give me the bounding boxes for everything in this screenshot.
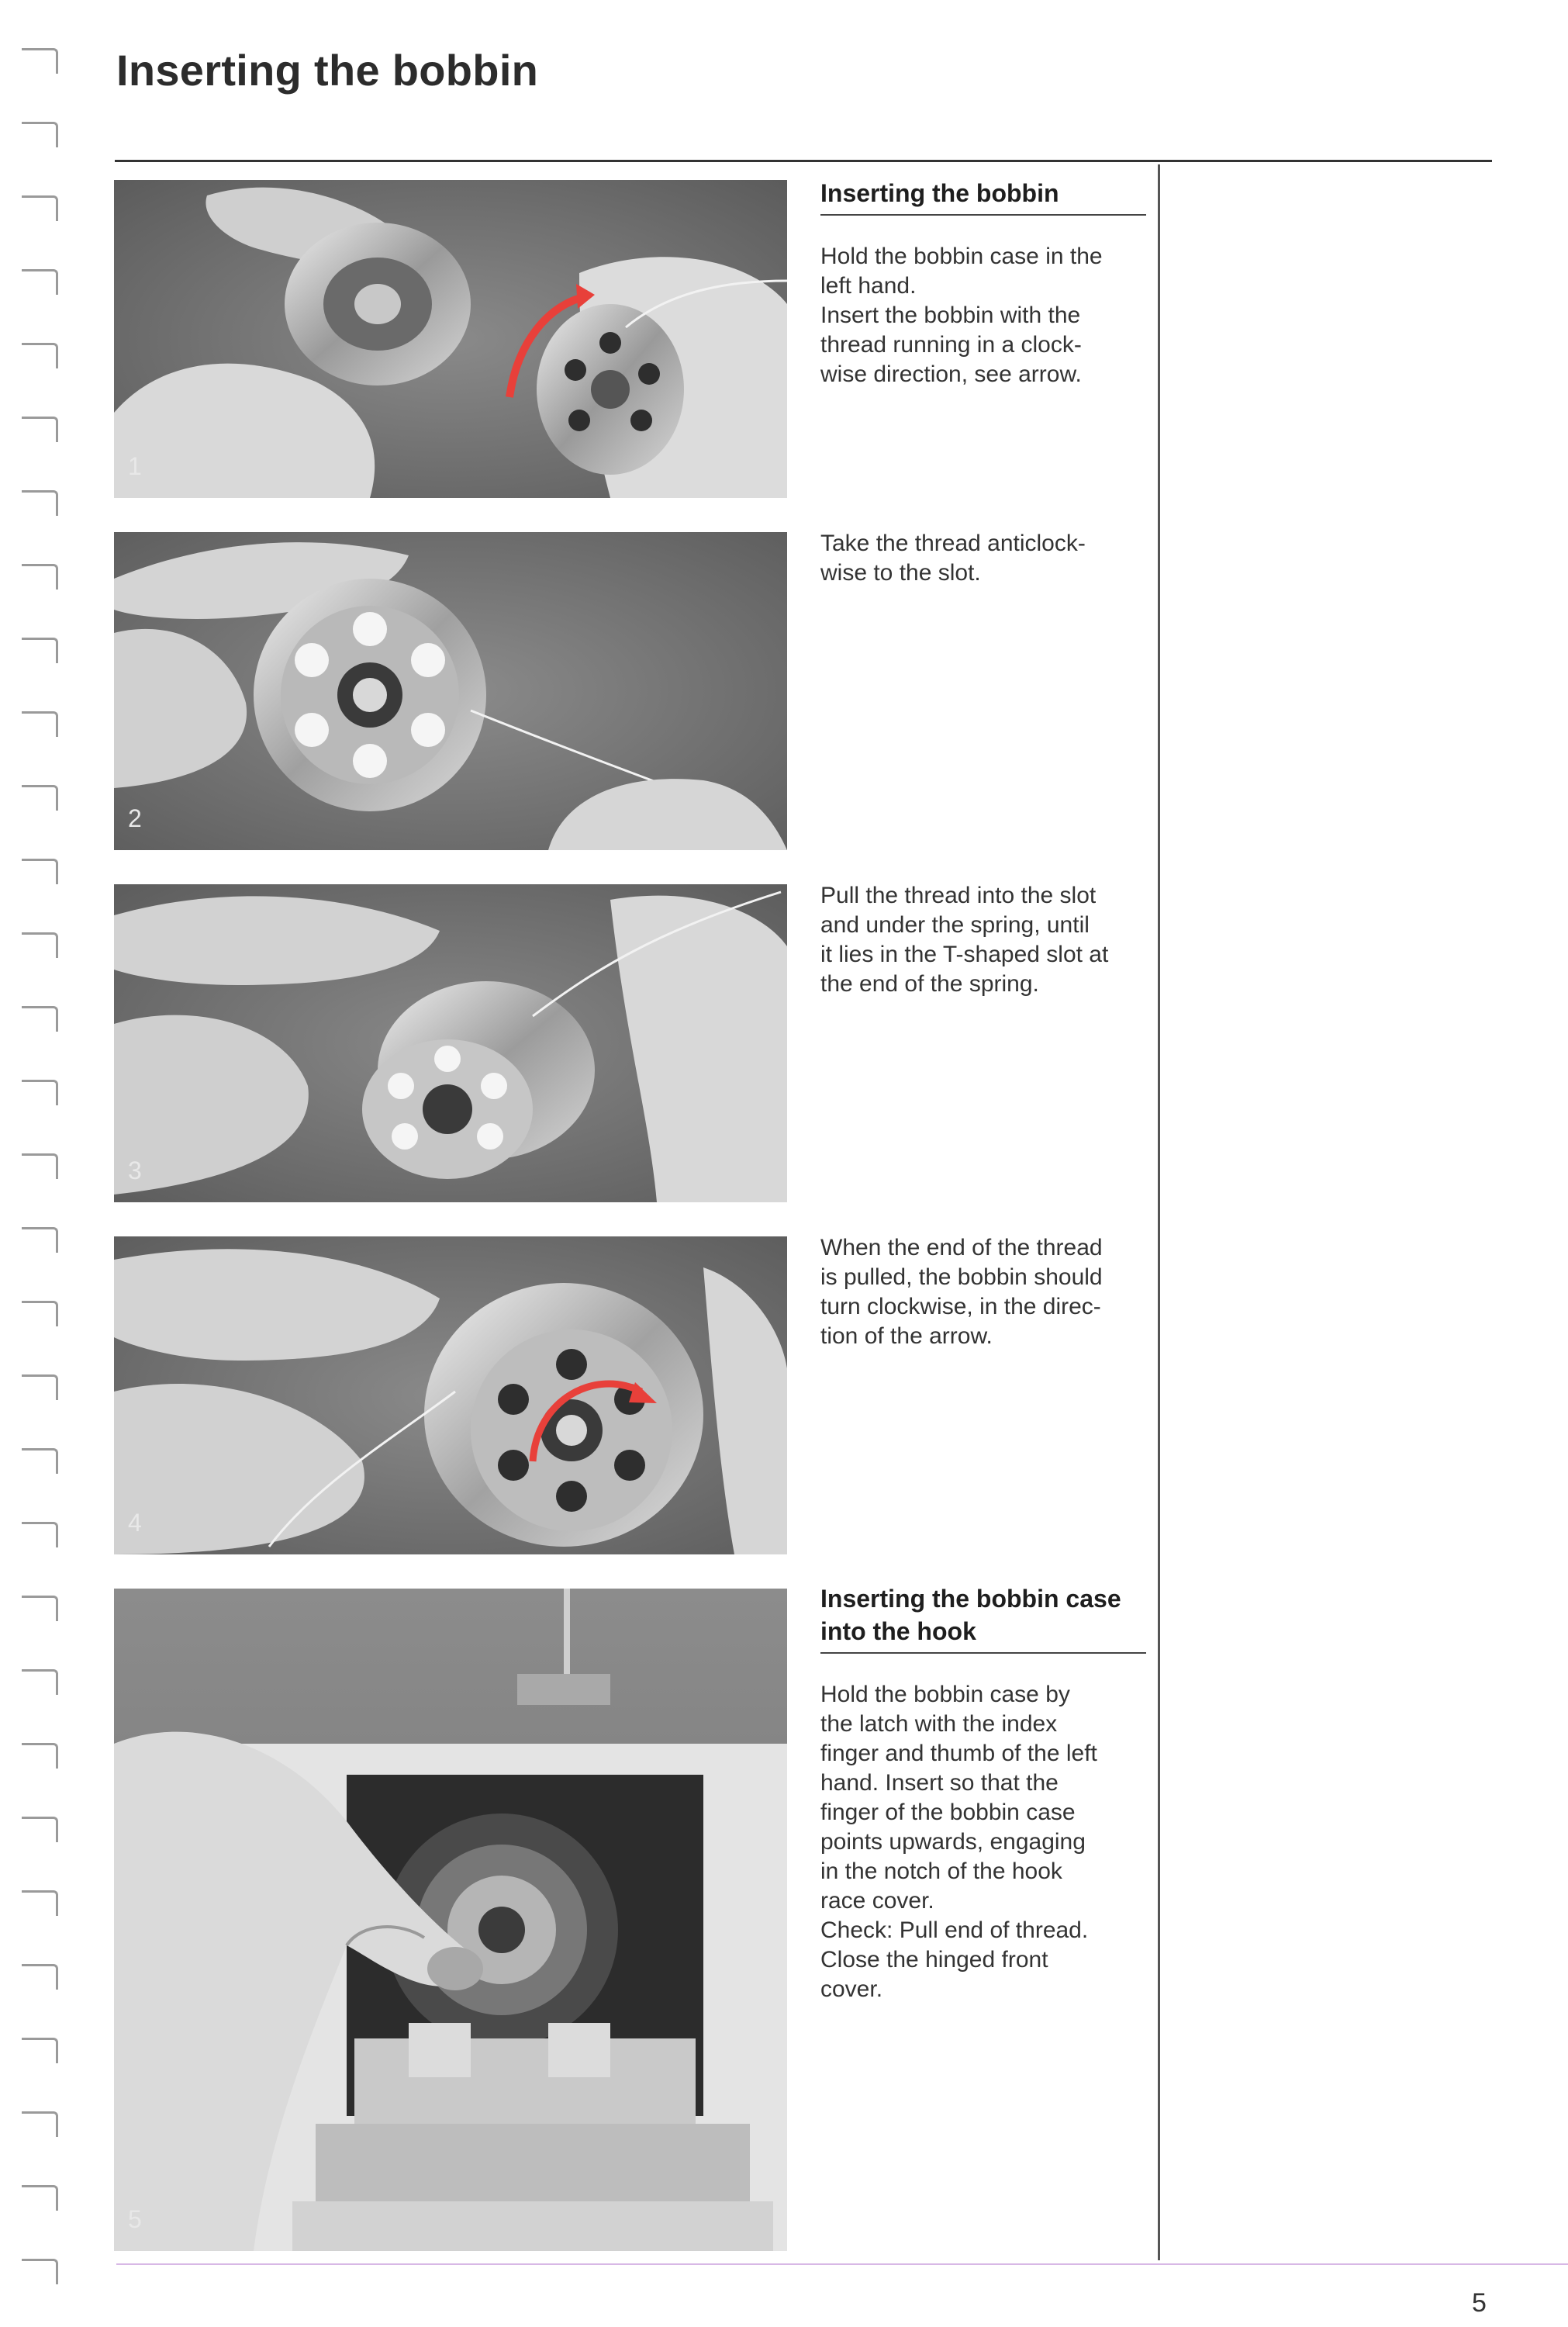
instruction-line: turn clockwise, in the direc- [820, 1294, 1101, 1319]
instruction-line: is pulled, the bobbin should [820, 1264, 1103, 1290]
figure-5-photo [114, 1589, 787, 2251]
figure-number: 2 [128, 804, 142, 832]
instruction-text [820, 242, 1146, 389]
column-divider [1158, 164, 1160, 2260]
figure-1-photo [114, 180, 787, 498]
instruction-line: thread running in a clock- [820, 332, 1082, 358]
binding-ring [22, 2111, 58, 2137]
instruction-line: When the end of the thread [820, 1235, 1103, 1260]
instruction-line: the end of the spring. [820, 971, 1039, 997]
figure-3-photo [114, 884, 787, 1202]
instruction-line: the latch with the index [820, 1711, 1058, 1737]
binding-ring [22, 48, 58, 74]
binding-ring [22, 1153, 58, 1179]
binding-ring [22, 1890, 58, 1916]
binding-ring [22, 1596, 58, 1621]
instruction-text [820, 1233, 1146, 1351]
binding-ring [22, 1522, 58, 1547]
header-rule [115, 160, 1492, 162]
page-number: 5 [1472, 2288, 1487, 2318]
figure-number: 4 [128, 1509, 142, 1537]
binding-ring [22, 122, 58, 147]
binding-ring [22, 2185, 58, 2211]
section-step-3 [820, 881, 1146, 999]
section-bobbin-case-hook [820, 1582, 1146, 2004]
instruction-line: tion of the arrow. [820, 1323, 993, 1349]
instruction-line: left hand. [820, 273, 917, 299]
instruction-line: wise direction, see arrow. [820, 361, 1082, 387]
instruction-line: finger of the bobbin case [820, 1800, 1076, 1825]
binding-ring [22, 1227, 58, 1253]
instruction-line: Hold the bobbin case by [820, 1682, 1070, 1707]
instruction-line: wise to the slot. [820, 560, 981, 586]
binding-ring [22, 1301, 58, 1326]
binding-ring [22, 785, 58, 811]
binding-ring [22, 564, 58, 590]
binding-ring [22, 490, 58, 516]
binding-ring [22, 269, 58, 295]
figure-2-photo [114, 532, 787, 850]
instruction-line: Insert the bobbin with the [820, 303, 1081, 328]
instruction-line: and under the spring, until [820, 912, 1090, 938]
figure-number: 3 [128, 1157, 142, 1184]
section-heading: Inserting the bobbin case into the hook [820, 1582, 1146, 1654]
binding-ring [22, 343, 58, 368]
binding-ring [22, 1743, 58, 1769]
figure-number: 1 [128, 452, 142, 480]
binding-ring [22, 1374, 58, 1400]
binding-ring [22, 1448, 58, 1474]
binding-ring [22, 638, 58, 663]
section-step-4 [820, 1233, 1146, 1351]
binding-ring [22, 2259, 58, 2284]
binding-ring [22, 1669, 58, 1695]
instruction-line: Take the thread anticlock- [820, 531, 1086, 556]
instruction-line: Check: Pull end of thread. [820, 1917, 1089, 1943]
spiral-binding [22, 48, 68, 2298]
binding-ring [22, 859, 58, 884]
binding-ring [22, 1964, 58, 1990]
instruction-line: race cover. [820, 1888, 934, 1914]
binding-ring [22, 1006, 58, 1032]
instruction-line: in the notch of the hook [820, 1858, 1062, 1884]
figure-number: 5 [128, 2205, 142, 2233]
instruction-line: points upwards, engaging [820, 1829, 1086, 1855]
instruction-line: hand. Insert so that the [820, 1770, 1059, 1796]
binding-ring [22, 1817, 58, 1842]
binding-ring [22, 195, 58, 221]
binding-ring [22, 711, 58, 737]
instruction-line: it lies in the T-shaped slot at [820, 942, 1109, 967]
instruction-text [820, 1680, 1146, 2004]
instruction-text [820, 529, 1146, 588]
instruction-line: cover. [820, 1976, 883, 2002]
binding-ring [22, 417, 58, 442]
instruction-line: finger and thumb of the left [820, 1741, 1097, 1766]
section-inserting-bobbin [820, 177, 1146, 389]
binding-ring [22, 1080, 58, 1105]
figure-4-photo [114, 1236, 787, 1554]
footer-rule [116, 2263, 1568, 2265]
section-heading: Inserting the bobbin [820, 177, 1146, 216]
instruction-line: Pull the thread into the slot [820, 883, 1097, 908]
binding-ring [22, 932, 58, 958]
instruction-line: Close the hinged front [820, 1947, 1048, 1973]
binding-ring [22, 2038, 58, 2063]
instruction-text [820, 881, 1146, 999]
instruction-line: Hold the bobbin case in the [820, 244, 1103, 269]
section-step-2 [820, 529, 1146, 588]
page-title: Inserting the bobbin [116, 46, 539, 95]
